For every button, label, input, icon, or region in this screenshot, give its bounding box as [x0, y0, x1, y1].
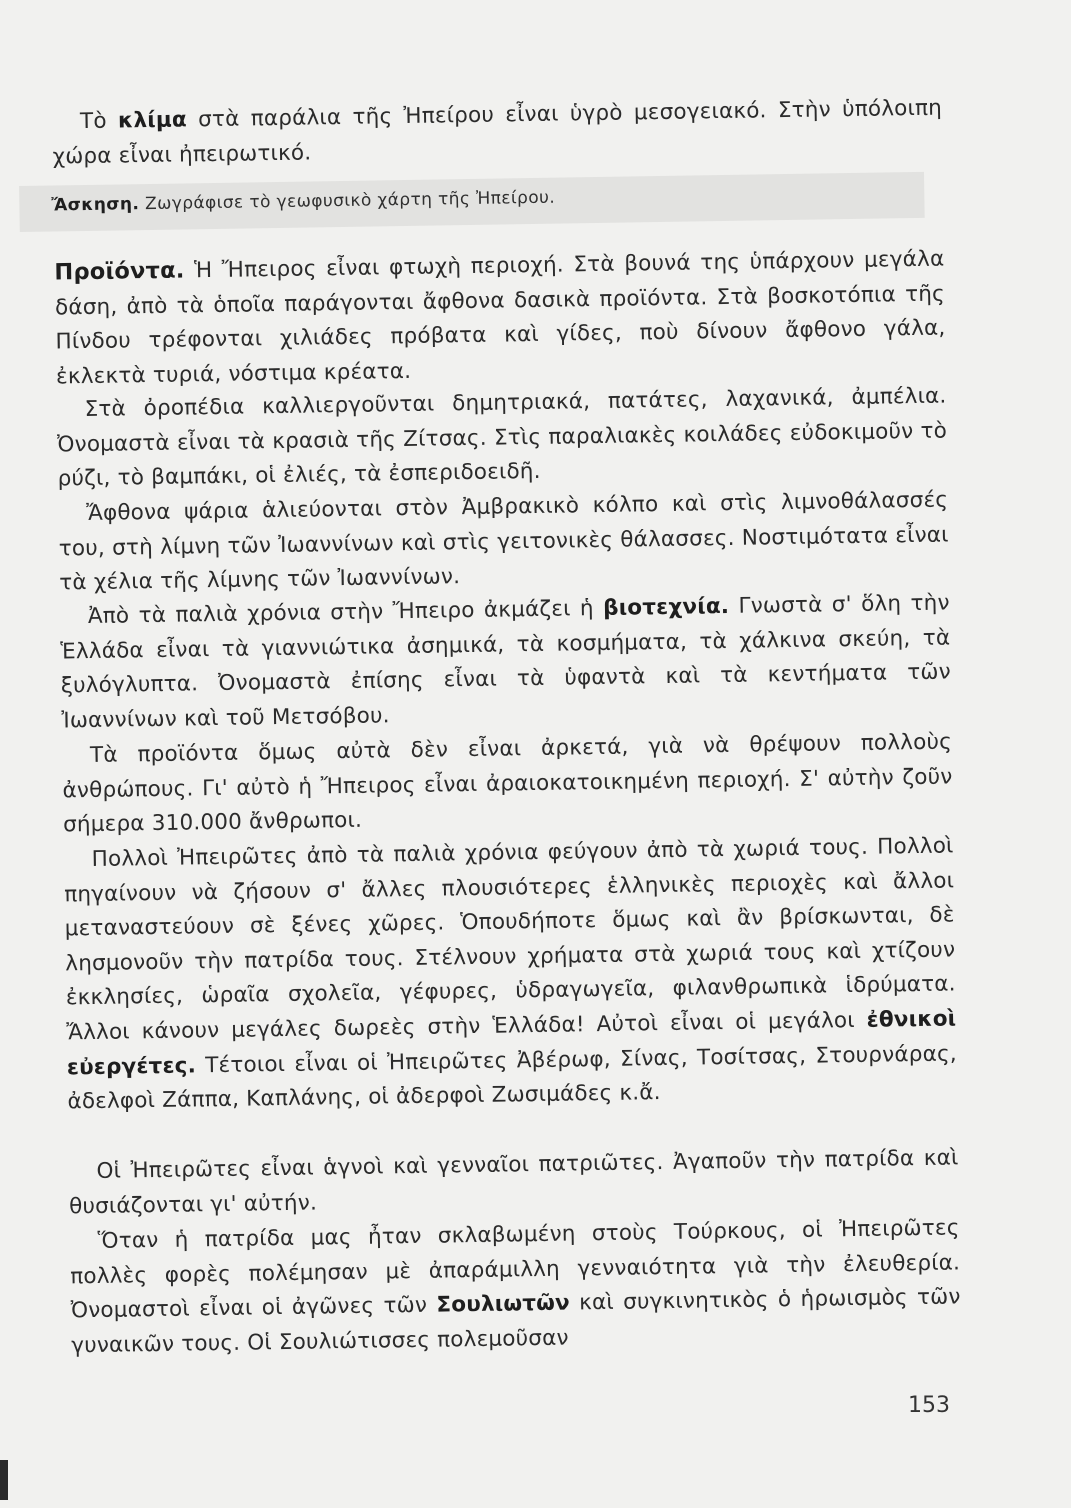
exercise-box	[19, 172, 925, 232]
emigrants-pre: Πολλοὶ Ἠπειρῶτες ἀπὸ τὰ παλιὰ χρόνια φεύγουν ἀπὸ τὰ χωριά τους. Πολλοὶ πηγαίνουν νὰ ζήσουν σ' ἄλλες πλουσιότερες ἑλληνικὲς περιοχὲς καὶ ἄλλοι μεταναστεύουν σὲ ξένες χῶρες. Ὁπουδήποτε ὅμως καὶ ἂν βρίσκωνται, δὲ λησμονοῦν τὴν πατρίδα τους. Στέλνουν χρήματα στὰ χωριά τους καὶ χτίζουν ἐκκλησίες, ὡραῖα σχολεῖα, γέφυρες, ὑδραγωγεῖα, φιλανθρωπικὰ ἱδρύματα. Ἄλλοι κάνουν μεγάλες δωρεὲς στὴν Ἑλλάδα! Αὐτοὶ εἶναι οἱ μεγάλοι	[64, 833, 956, 1046]
exercise-instruction: Ζωγράφισε τὸ γεωφυσικὸ χάρτη τῆς Ἠπείρου.	[139, 187, 556, 215]
products-paragraph	[54, 242, 946, 395]
crafts-paragraph	[60, 586, 952, 738]
binding-edge	[0, 1460, 8, 1500]
climate-post: στὰ παράλια τῆς Ἠπείρου εἶναι ὑγρὸ μεσογειακό. Στὴν ὑπόλοιπη χώρα εἶναι ἠπειρωτικό.	[52, 95, 943, 170]
products-text: Ἡ Ἤπειρος εἶναι φτωχὴ περιοχή. Στὰ βουνά της ὑπάρχουν μεγάλα δάση, ἀπὸ τὰ ὁποῖα παράγονται ἄφθονα δασικὰ προϊόντα. Στὰ βοσκοτόπια τῆς Πίνδου τρέφονται χιλιάδες πρόβατα καὶ γίδες, ποὺ δίνουν ἄφθονο γάλα, ἐκλεκτὰ τυριά, νόστιμα κρέατα.	[54, 246, 946, 390]
climate-paragraph	[52, 92, 943, 175]
emigrants-post: Τέτοιοι εἶναι οἱ Ἠπειρῶτες Ἀβέρωφ, Σίνας, Τοσίτσας, Στουρνάρας, ἀδελφοὶ Ζάππα, Καπλάνης, οἱ ἀδερφοὶ Ζωσιμάδες κ.ἄ.	[67, 1040, 958, 1115]
crafts-term: βιοτεχνία.	[602, 593, 730, 621]
souli-paragraph	[69, 1211, 961, 1363]
souli-post: καὶ συγκινητικὸς ὁ ἡρωισμὸς τῶν γυναικῶν τους. Οἱ Σουλιώτισσες πολεμοῦσαν	[71, 1284, 961, 1359]
plateaus-paragraph: Στὰ ὀροπέδια καλλιεργοῦνται δημητριακά, πατάτες, λαχανικά, ἀμπέλια. Ὀνομαστὰ εἶναι τὰ κρασιὰ τῆς Ζίτσας. Στὶς παραλιακὲς κοιλάδες εὐδοκιμοῦν τὸ ρύζι, τὸ βαμπάκι, οἱ ἐλιές, τὰ ἐσπεριδοειδῆ.	[56, 383, 948, 492]
exercise-label: Ἄσκηση.	[51, 194, 140, 216]
climate-term: κλίμα	[117, 107, 188, 134]
crafts-post: Γνωστὰ σ' ὅλη τὴν Ἑλλάδα εἶναι τὰ γιαννιώτικα ἀσημικά, τὰ κοσμήματα, τὰ χάλκινα σκεύη, τὰ ξυλόγλυπτα. Ὀνομαστὰ ἐπίσης εἶναι τὰ ὑφαντὰ καὶ τὰ κεντήματα τῶν Ἰωαννίνων καὶ τοῦ Μετσόβου.	[60, 590, 952, 734]
emigrants-term: ἐθνικοὶ εὐεργέτες.	[66, 1006, 957, 1080]
population-paragraph: Τὰ προϊόντα ὅμως αὐτὰ δὲν εἶναι ἀρκετά, γιὰ νὰ θρέψουν πολλοὺς ἀνθρώπους. Γι' αὐτὸ ἡ Ἤπειρος εἶναι ἀραιοκατοικημένη περιοχή. Σ' αὐτὴν ζοῦν σήμερα 310.000 ἄνθρωποι.	[62, 729, 953, 838]
souli-pre: Ὅταν ἡ πατρίδα μας ἦταν σκλαβωμένη στοὺς Τούρκους, οἱ Ἠπειρῶτες πολλὲς φορὲς πολέμησαν μὲ ἀπαράμιλλη γενναιότητα γιὰ τὴν ἐλευθερία. Ὀνομαστοὶ εἶναι οἱ ἀγῶνες τῶν	[70, 1215, 961, 1324]
emigrants-paragraph	[63, 829, 957, 1120]
souli-term: Σουλιωτῶν	[436, 1290, 571, 1318]
page-number: 153	[908, 1393, 950, 1418]
patriots-paragraph: Οἱ Ἠπειρῶτες εἶναι ἁγνοὶ καὶ γενναῖοι πατριῶτες. Ἀγαποῦν τὴν πατρίδα καὶ θυσιάζονται γι' αὐτήν.	[68, 1145, 959, 1219]
exercise-text	[51, 188, 555, 216]
products-heading: Προϊόντα.	[54, 257, 185, 286]
crafts-pre: Ἀπὸ τὰ παλιὰ χρόνια στὴν Ἤπειρο ἀκμάζει ἡ	[87, 595, 604, 630]
climate-pre: Τὸ	[79, 108, 119, 135]
fish-paragraph: Ἄφθονα ψάρια ἁλιεύονται στὸν Ἀμβρακικὸ κόλπο καὶ στὶς λιμνοθάλασσές του, στὴ λίμνη τῶν Ἰωαννίνων καὶ στὶς γειτονικὲς θάλασσες. Νοστιμότατα εἶναι τὰ χέλια τῆς λίμνης τῶν Ἰωαννίνων.	[58, 487, 949, 596]
